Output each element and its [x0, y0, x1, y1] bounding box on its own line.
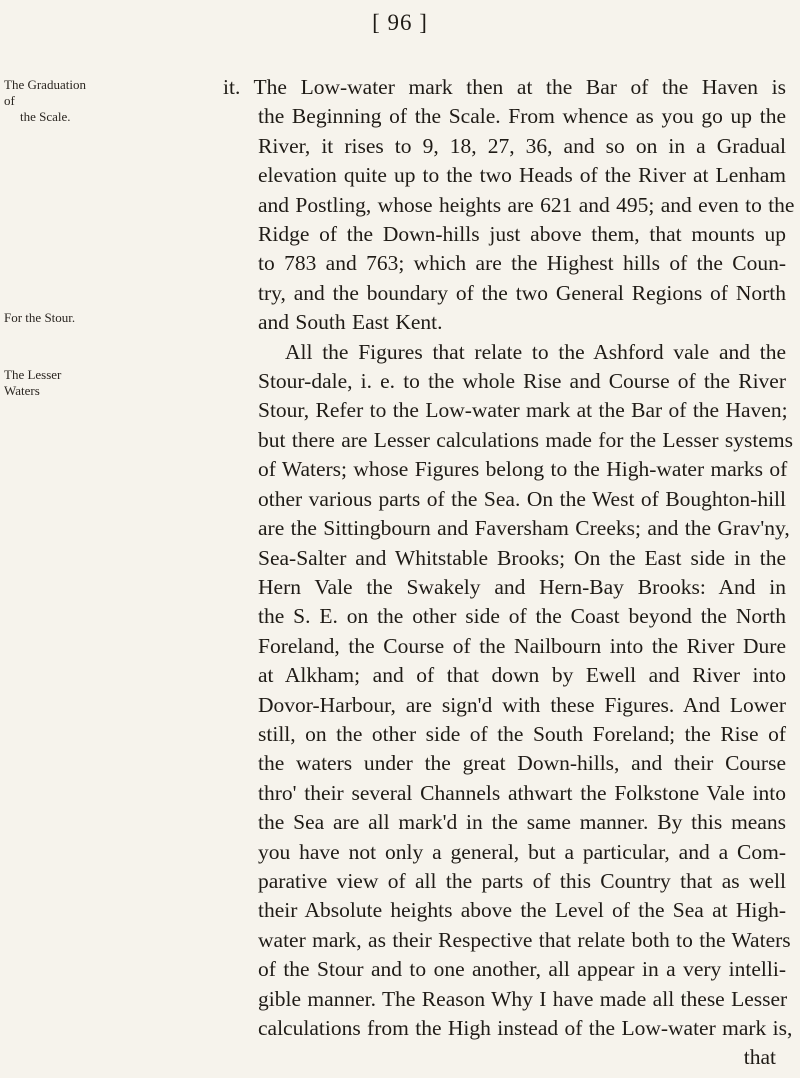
text-line: Dovor-Harbour, are sign'd with these Figures. And Lower [258, 692, 786, 717]
text-line: the S. E. on the other side of the Coast beyond the North [258, 604, 786, 629]
text-line: but there are Lesser calculations made for the Lesser systems [258, 427, 793, 452]
text-line: the waters under the great Down-hills, and their Course [258, 751, 786, 776]
text-line: try, and the boundary of the two General Regions of North [258, 280, 786, 305]
text-line: parative view of all the parts of this Country that as well [258, 868, 786, 893]
page-number: [ 96 ] [372, 10, 428, 35]
margin-note-line: The Lesser Waters [4, 367, 62, 398]
margin-note-graduation [4, 77, 96, 125]
text-line: are the Sittingbourn and Faversham Creeks; and the Grav'ny, [258, 516, 790, 541]
text-line: Stour, Refer to the Low-water mark at the Bar of the Haven; [258, 398, 788, 423]
text-line: the Beginning of the Scale. From whence as you go up the [258, 104, 786, 129]
text-line: water mark, as their Respective that relate both to the Waters [258, 927, 791, 952]
text-line: Stour-dale, i. e. to the whole Rise and Course of the River [258, 369, 786, 394]
text-line: Sea-Salter and Whitstable Brooks; On the East side in the [258, 545, 786, 570]
catchword: that [743, 1045, 776, 1070]
text-line: All the Figures that relate to the Ashford vale and the [285, 339, 786, 364]
text-line: Hern Vale the Swakely and Hern-Bay Brooks: And in [258, 574, 786, 599]
text-line: thro' their several Channels athwart the Folkstone Vale into [258, 780, 786, 805]
text-line: their Absolute heights above the Level of the Sea at High- [258, 898, 786, 923]
margin-note-stour [4, 310, 96, 326]
text-line: elevation quite up to the two Heads of the River at Lenham [258, 163, 786, 188]
text-line: and South East Kent. [258, 310, 443, 335]
text-line: calculations from the High instead of the Low-water mark is, [258, 1016, 793, 1040]
text-line: Foreland, the Course of the Nailbourn into the River Dure [258, 633, 786, 658]
text-line: gible manner. The Reason Why I have made all these Lesser [258, 986, 788, 1011]
text-line: at Alkham; and of that down by Ewell and River into [258, 663, 786, 688]
text-line: River, it rises to 9, 18, 27, 36, and so on in a Gradual [258, 133, 786, 158]
margin-note-line: the Scale. [20, 109, 71, 124]
text-line: still, on the other side of the South Foreland; the Rise of [258, 721, 786, 746]
text-line: it. The Low-water mark then at the Bar of the Haven is [223, 75, 786, 99]
margin-note-line: For the Stour. [4, 310, 76, 325]
margin-note-line: The Graduation of [4, 77, 86, 108]
text-line: other various parts of the Sea. On the West of Boughton-hill [258, 486, 786, 511]
text-line: to 783 and 763; which are the Highest hills of the Coun- [258, 251, 786, 276]
text-line: you have not only a general, but a particular, and a Com- [258, 839, 786, 864]
text-line: of the Stour and to one another, all appear in a very intelli- [258, 957, 786, 982]
text-line: of Waters; whose Figures belong to the High-water marks of [258, 457, 788, 482]
margin-note-lesser-waters [4, 367, 96, 399]
text-line: the Sea are all mark'd in the same manner. By this means [258, 810, 786, 835]
body-text [223, 73, 795, 1073]
text-line: Ridge of the Down-hills just above them, that mounts up [258, 222, 786, 247]
text-line: and Postling, whose heights are 621 and 495; and even to the [258, 192, 795, 217]
